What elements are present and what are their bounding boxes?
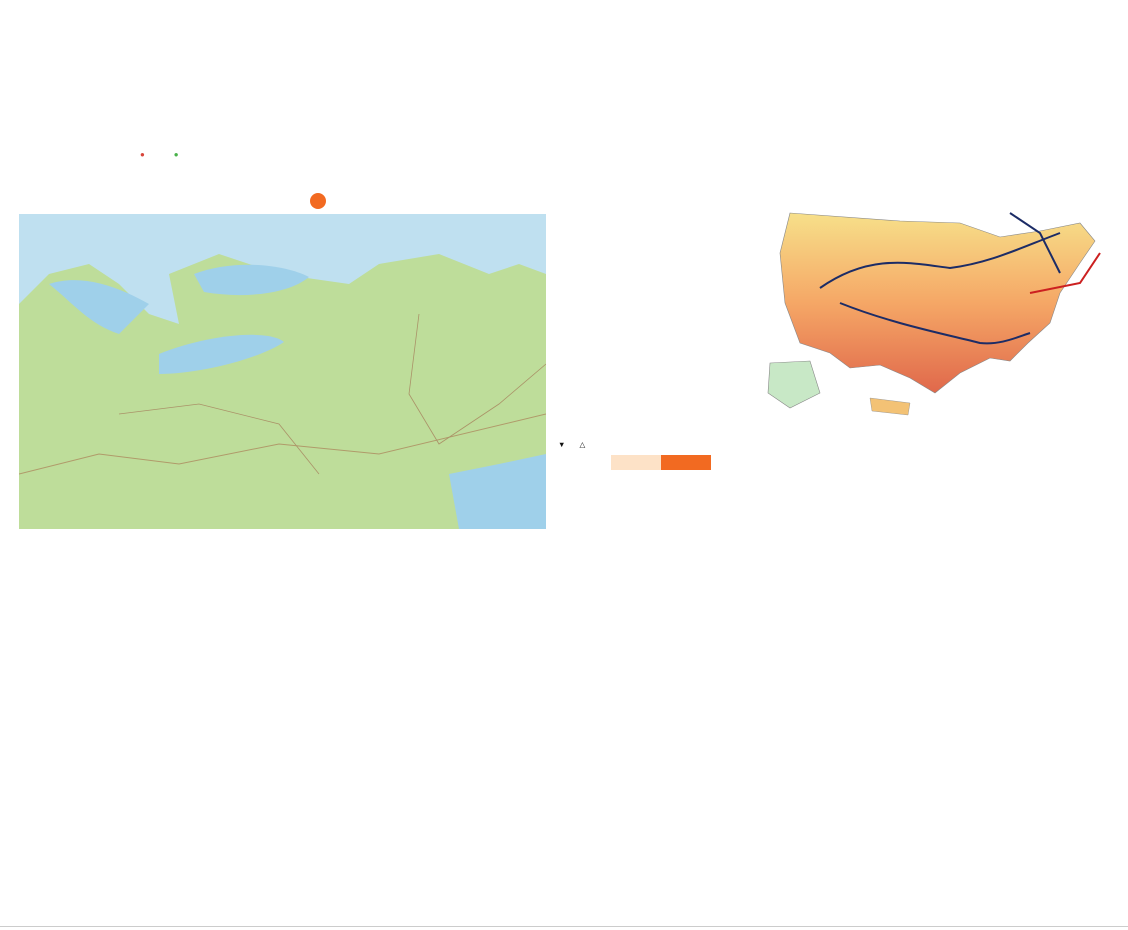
national-map (760, 193, 1108, 425)
regional-map (19, 214, 546, 529)
bottom-rule (0, 926, 1128, 927)
weather-legend (731, 450, 1111, 482)
hourly-temp-chart (135, 112, 475, 148)
us-shape (760, 193, 1108, 425)
aqi-legend: ▼ △ (558, 440, 586, 449)
seven-day-strip (483, 42, 1107, 162)
aqi-markers (561, 448, 711, 488)
accuweather-brand (310, 193, 340, 209)
hourly-legend: ● ● (140, 150, 179, 159)
accuweather-sun-icon (310, 193, 326, 209)
map-land (19, 214, 546, 529)
